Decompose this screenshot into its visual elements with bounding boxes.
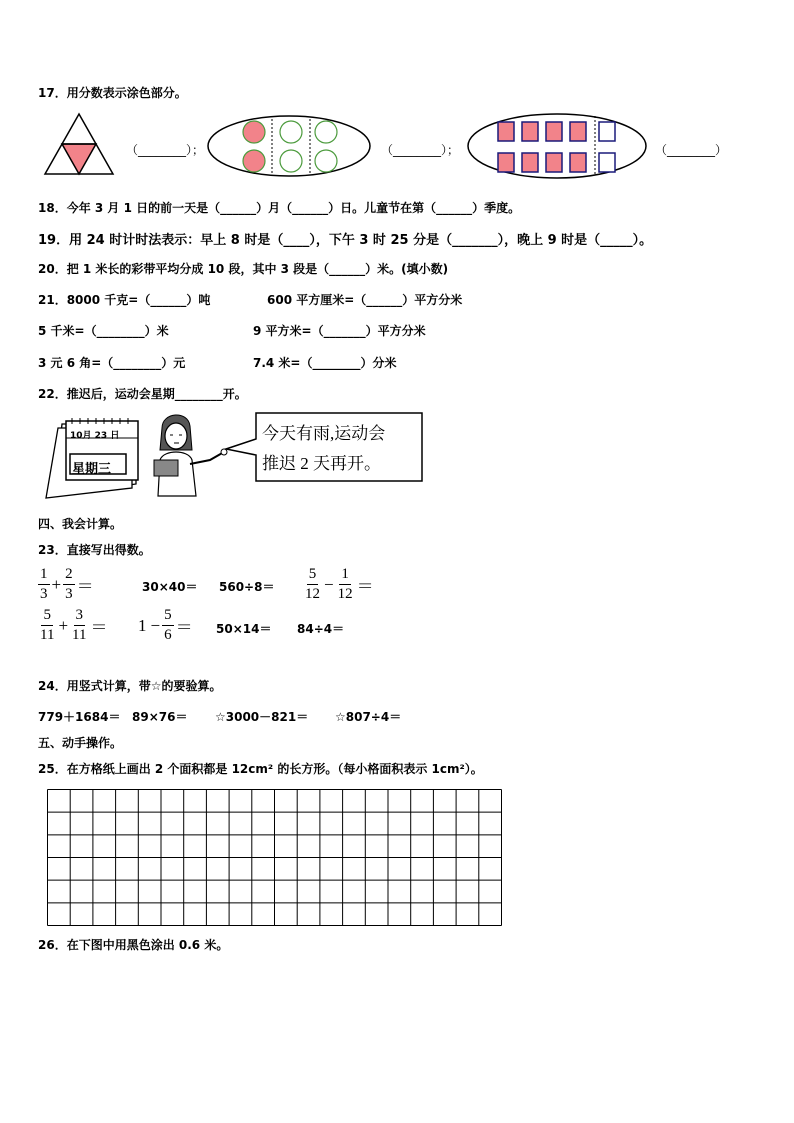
answer-blank-3[interactable]: （________） xyxy=(655,143,728,157)
question-18: 18．今年 3 月 1 日的前一天是（______）月（______）日。儿童节在第（______）季度。 xyxy=(38,201,521,215)
expr-807div4: ☆807÷4＝ xyxy=(335,710,402,724)
square-ellipse-figure xyxy=(466,112,648,180)
fraction-expr-1: $\frac{1}{3}$ + $\frac{2}{3}$ ＝ xyxy=(40,566,94,602)
expr-779plus1684: 779＋1684＝ xyxy=(38,710,121,724)
expr-89x76: 89×76＝ xyxy=(132,710,188,724)
expr-30x40: 30×40＝ xyxy=(142,580,198,594)
question-21-r3b: 7.4 米=（________）分米 xyxy=(253,356,397,370)
calendar-day: 星期三 xyxy=(72,462,112,477)
section-5-heading: 五、动手操作。 xyxy=(38,736,123,750)
question-21-r2b: 9 平方米=（_______）平方分米 xyxy=(253,324,426,338)
fraction-expr-3: $\frac{5}{11}$ + $\frac{3}{11}$ ＝ xyxy=(40,607,108,643)
expr-50x14: 50×14＝ xyxy=(216,622,272,636)
question-19: 19．用 24 时计时法表示：早上 8 时是（____），下午 3 时 25 分是（_______），晚上 9 时是（_____）。 xyxy=(38,233,653,248)
question-26: 26．在下图中用黑色涂出 0.6 米。 xyxy=(38,938,229,952)
fraction-expr-2: $\frac{5}{12}$ − $\frac{1}{12}$ ＝ xyxy=(305,566,374,602)
question-17: 17．用分数表示涂色部分。 xyxy=(38,86,187,100)
fraction-expr-4: 1 − $\frac{5}{6}$ ＝ xyxy=(138,607,193,643)
question-21-r2a: 5 千米=（________）米 xyxy=(38,324,169,338)
triangle-figure xyxy=(42,111,116,177)
teacher-image xyxy=(148,408,228,496)
expr-3000minus821: ☆3000－821＝ xyxy=(215,710,309,724)
calendar-date: 10月 23 日 xyxy=(70,431,120,441)
question-22: 22．推迟后，运动会星期________开。 xyxy=(38,387,247,401)
question-23: 23．直接写出得数。 xyxy=(38,543,151,557)
circle-ellipse-figure xyxy=(206,114,372,178)
expr-560div8: 560÷8＝ xyxy=(219,580,275,594)
speech-text-line2: 推迟 2 天再开。 xyxy=(262,454,381,473)
question-21-r1b: 600 平方厘米=（______）平方分米 xyxy=(267,293,463,307)
section-4-heading: 四、我会计算。 xyxy=(38,517,123,531)
expr-84div4: 84÷4＝ xyxy=(297,622,345,636)
question-21-r1a: 21．8000 千克=（______）吨 xyxy=(38,293,211,307)
grid-paper[interactable] xyxy=(47,789,502,926)
speech-text-line1: 今天有雨,运动会 xyxy=(262,424,386,443)
question-24: 24．用竖式计算，带☆的要验算。 xyxy=(38,679,222,693)
question-21-r3a: 3 元 6 角=（________）元 xyxy=(38,356,186,370)
question-20: 20．把 1 米长的彩带平均分成 10 段，其中 3 段是（______）米。(填小数) xyxy=(38,262,449,276)
answer-blank-2[interactable]: （________）； xyxy=(381,143,460,157)
answer-blank-1[interactable]: （________）； xyxy=(126,143,205,157)
question-25: 25．在方格纸上画出 2 个面积都是 12cm² 的长方形。（每小格面积表示 1cm²）。 xyxy=(38,762,483,776)
